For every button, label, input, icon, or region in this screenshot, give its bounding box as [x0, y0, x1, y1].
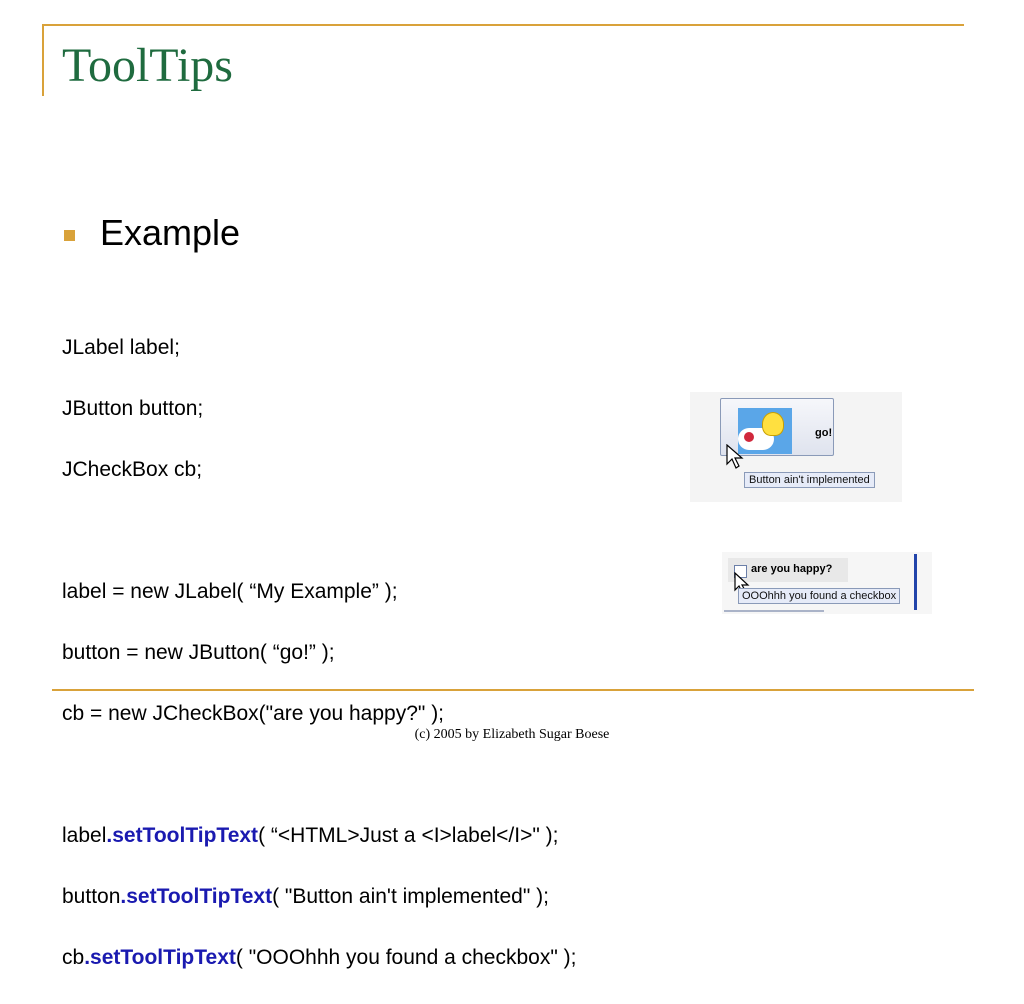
top-border	[42, 24, 964, 26]
code-block	[62, 302, 576, 1004]
code-line: label = new JLabel( “My Example” );	[62, 579, 398, 603]
code-line-blank	[62, 516, 576, 547]
button-image	[738, 408, 792, 454]
left-border	[42, 24, 44, 96]
go-button-label: go!	[815, 427, 833, 439]
code-line: button.setToolTipText( "Button ain't implemented" );	[62, 884, 549, 908]
lightbulb-icon	[762, 412, 784, 436]
checkbox-tooltip-screenshot	[722, 552, 932, 614]
code-line: JCheckBox cb;	[62, 457, 203, 481]
code-line: cb = new JCheckBox("are you happy?" );	[62, 701, 445, 725]
code-line: label.setToolTipText( “<HTML>Just a <I>label</I>" );	[62, 823, 559, 847]
code-line: JLabel label;	[62, 335, 180, 359]
code-line-blank	[62, 760, 576, 791]
button-tooltip-screenshot	[690, 392, 902, 502]
bullet-square-icon	[64, 230, 75, 241]
footer-divider	[52, 689, 974, 691]
window-edge	[914, 554, 917, 610]
checkbox-label: are you happy?	[751, 563, 833, 575]
method-name: .setToolTipText	[84, 945, 236, 969]
code-line: button = new JButton( “go!” );	[62, 640, 335, 664]
checkbox-tooltip: OOOhhh you found a checkbox	[738, 588, 900, 604]
button-tooltip: Button ain't implemented	[744, 472, 875, 488]
bullet-text: Example	[100, 212, 241, 253]
divider	[724, 610, 824, 612]
method-name: .setToolTipText	[106, 823, 259, 847]
mouse-cursor-icon	[726, 444, 746, 470]
footer-copyright: (c) 2005 by Elizabeth Sugar Boese	[414, 727, 610, 742]
slide-title: ToolTips	[62, 39, 233, 92]
code-line: JButton button;	[62, 396, 204, 420]
method-name: .setToolTipText	[120, 884, 273, 908]
balloon-icon	[744, 432, 754, 442]
code-line: cb.setToolTipText( "OOOhhh you found a checkbox" );	[62, 945, 577, 969]
